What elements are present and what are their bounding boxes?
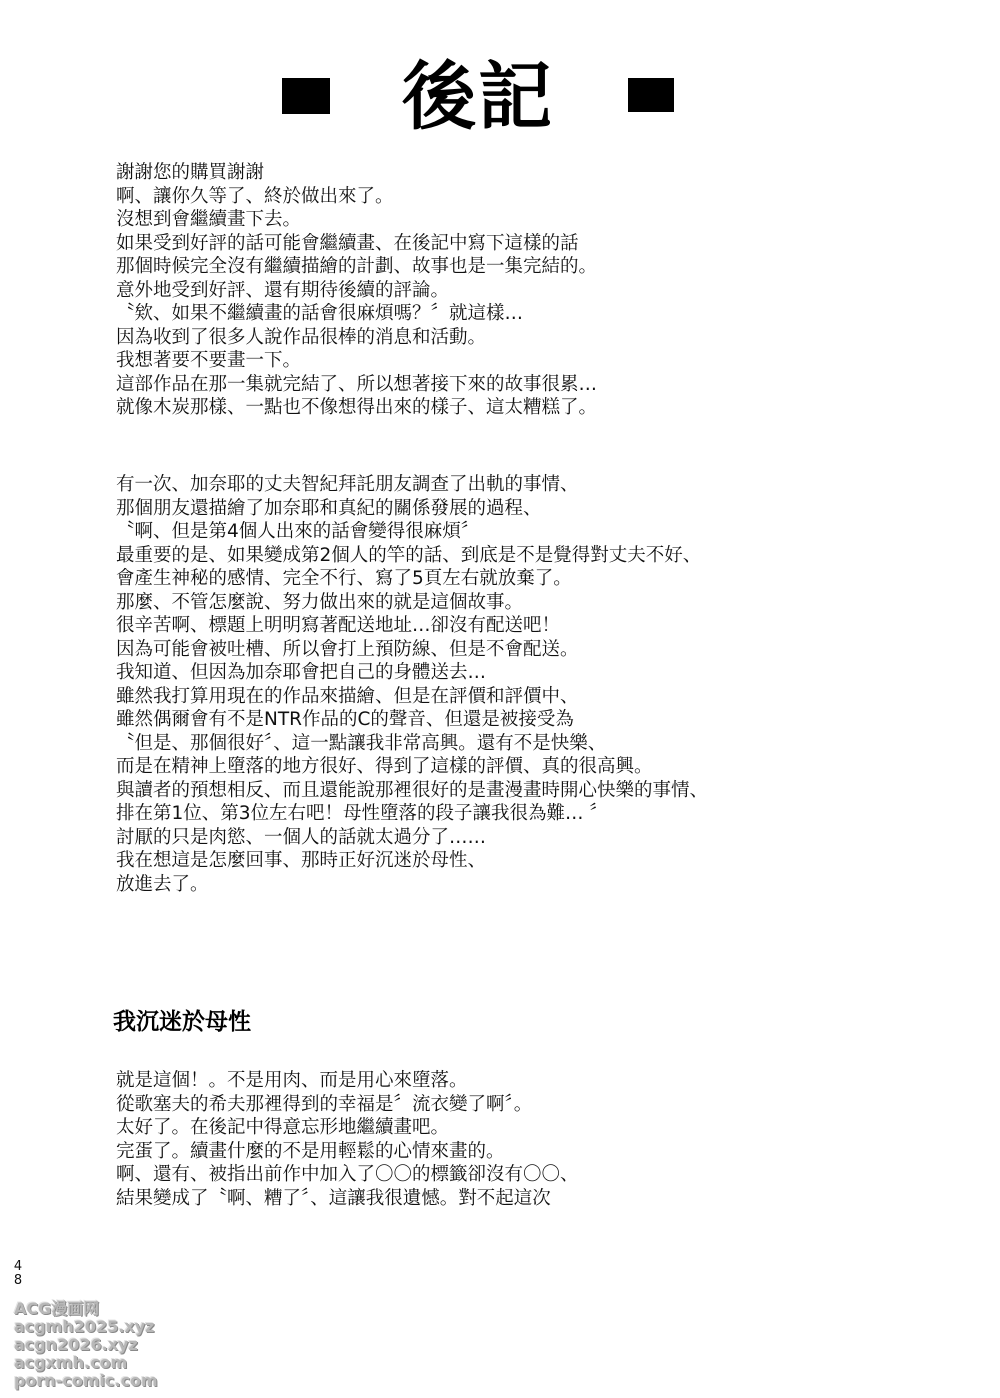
text-line: 如果受到好評的話可能會繼續畫、在後記中寫下這樣的話 (116, 232, 579, 254)
text-line: 那個朋友還描繪了加奈耶和真紀的關係發展的過程、 (116, 497, 542, 519)
page-title: 後記 (402, 54, 554, 140)
text-line: 很辛苦啊、標題上明明寫著配送地址…卻沒有配送吧！ (116, 615, 561, 636)
text-line: 那個時候完全沒有繼續描繪的計劃、故事也是一集完結的。 (116, 256, 598, 277)
text-line: 從歌塞夫的希夫那裡得到的幸福是〞流衣變了啊〞。 (116, 1093, 533, 1115)
section-heading: 我沉迷於母性 (113, 1008, 251, 1035)
text-line: 完蛋了。續畫什麼的不是用輕鬆的心情來畫的。 (116, 1140, 505, 1162)
watermark-line: ACG漫画网 (14, 1299, 100, 1318)
text-line: 結果變成了〝啊、糟了〞、這讓我很遺憾。對不起這次 (116, 1187, 551, 1209)
text-line: 謝謝您的購買謝謝 (116, 162, 265, 183)
text-line: 就像木炭那樣、一點也不像想得出來的樣子、這太糟糕了。 (116, 397, 598, 418)
watermark-line: porn-comic.com (14, 1371, 158, 1390)
text-line: 沒想到會繼續畫下去。 (116, 209, 302, 230)
page-number-digit: 8 (13, 1273, 23, 1288)
watermark (14, 1299, 158, 1390)
text-line: 啊、還有、被指出前作中加入了〇〇的標籤卻沒有〇〇、 (116, 1164, 579, 1185)
text-line: 雖然偶爾會有不是NTR作品的C的聲音、但還是被接受為 (116, 709, 574, 730)
text-line: 〝欸、如果不繼續畫的話會很麻煩嗎？〞就這樣… (116, 303, 524, 324)
afterword-paragraph-1 (116, 161, 896, 420)
page-number (11, 1260, 25, 1288)
watermark-line: acgmh2025.xyz (14, 1317, 155, 1336)
text-line: 雖然我打算用現在的作品來描繪、但是在評價和評價中、 (116, 685, 579, 707)
afterword-paragraph-2 (116, 473, 896, 896)
text-line: 啊、讓你久等了、終於做出來了。 (116, 185, 394, 207)
text-line: 與讀者的預想相反、而且還能說那裡很好的是畫漫畫時開心快樂的事情、 (116, 779, 709, 801)
text-line: 就是這個！。不是用肉、而是用心來墮落。 (116, 1070, 468, 1091)
text-line: 太好了。在後記中得意忘形地繼續畫吧。 (116, 1117, 450, 1138)
text-line: 意外地受到好評、還有期待後續的評論。 (116, 279, 450, 301)
text-line: 因為收到了很多人說作品很棒的消息和活動。 (116, 326, 487, 348)
text-line: 〝但是、那個很好〞、這一點讓我非常高興。還有不是快樂、 (116, 732, 607, 754)
page-number-digit: 4 (13, 1259, 23, 1274)
watermark-line: acgxmh.com (14, 1353, 128, 1372)
text-line: 而是在精神上墮落的地方很好、得到了這樣的評價、真的很高興。 (116, 756, 653, 777)
text-line: 這部作品在那一集就完結了、所以想著接下來的故事很累… (116, 373, 598, 395)
text-line: 排在第1位、第3位左右吧！母性墮落的段子讓我很為難… 〞 (116, 803, 608, 824)
text-line: 最重要的是、如果變成第2個人的竿的話、到底是不是覺得對丈夫不好、 (116, 544, 702, 566)
text-line: 〝啊、但是第4個人出來的話會變得很麻煩〞 (116, 521, 480, 542)
text-line: 會產生神秘的感情、完全不行、寫了5頁左右就放棄了。 (116, 568, 572, 589)
title-bar-right (628, 78, 674, 112)
text-line: 有一次、加奈耶的丈夫智紀拜託朋友調查了出軌的事情、 (116, 474, 579, 495)
text-line: 討厭的只是肉慾、一個人的話就太過分了…… (116, 826, 487, 848)
text-line: 放進去了。 (116, 873, 209, 895)
watermark-line: acgn2026.xyz (14, 1335, 138, 1354)
title-bar-left (282, 78, 330, 114)
text-line: 我想著要不要畫一下。 (116, 350, 302, 371)
title-row (0, 52, 1000, 142)
text-line: 那麼、不管怎麼說、努力做出來的就是這個故事。 (116, 591, 524, 613)
text-line: 我知道、但因為加奈耶會把自己的身體送去… (116, 662, 487, 683)
text-line: 我在想這是怎麼回事、那時正好沉迷於母性、 (116, 850, 487, 871)
text-line: 因為可能會被吐槽、所以會打上預防線、但是不會配送。 (116, 638, 579, 660)
afterword-paragraph-3 (116, 1069, 896, 1210)
